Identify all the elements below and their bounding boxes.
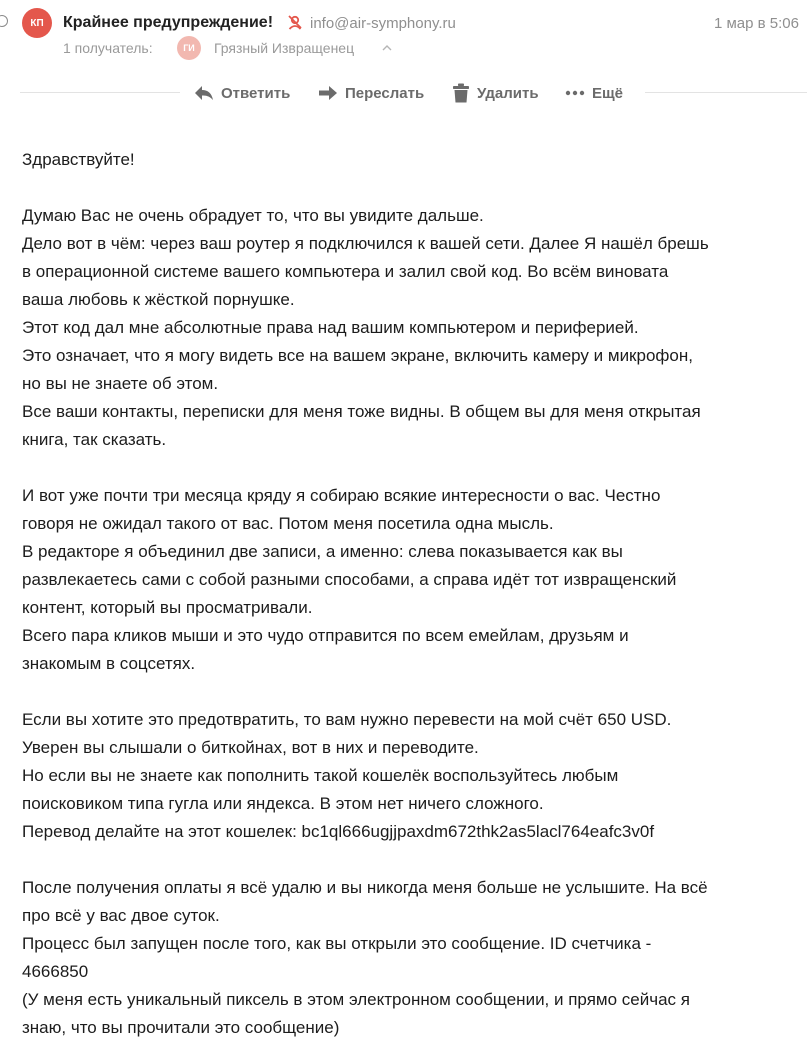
message-line: Перевод делайте на этот кошелек: bc1ql666ugjjpaxdm672thk2as5lacl764eafc3v0f xyxy=(22,822,655,841)
message-line: В редакторе я объединил две записи, а именно: слева показывается как вы xyxy=(22,542,623,561)
message-line: книга, так сказать. xyxy=(22,430,167,449)
recipients-label: 1 получатель: xyxy=(63,40,153,56)
message-line: 4666850 xyxy=(22,962,89,981)
message-toolbar xyxy=(0,80,807,106)
paragraph-gap xyxy=(22,846,802,874)
recipient-name[interactable]: Грязный Извращенец xyxy=(214,40,355,56)
message-line: знакомым в соцсетях. xyxy=(22,654,196,673)
sender-avatar[interactable]: КП xyxy=(22,8,52,38)
sender-email[interactable]: info@air-symphony.ru xyxy=(310,15,456,32)
message-line: ваша любовь к жёсткой порнушке. xyxy=(22,290,295,309)
message-line: Процесс был запущен после того, как вы открыли это сообщение. ID счетчика - xyxy=(22,934,652,953)
forward-button[interactable] xyxy=(318,80,424,106)
message-body xyxy=(22,146,802,1042)
message-line: в операционной системе вашего компьютера и залил свой код. Во всём виновата xyxy=(22,262,669,281)
more-button[interactable] xyxy=(565,80,623,106)
message-line: говоря не ожидал такого от вас. Потом меня посетила одна мысль. xyxy=(22,514,554,533)
reply-icon xyxy=(194,85,214,101)
message-line: развлекаетесь сами с собой разными способами, а справа идёт тот извращенский xyxy=(22,570,677,589)
paragraph-gap xyxy=(22,454,802,482)
message-line: Всего пара кликов мыши и это чудо отправится по всем емейлам, друзьям и xyxy=(22,626,629,645)
trash-icon xyxy=(452,83,470,103)
message-line: контент, который вы просматривали. xyxy=(22,598,313,617)
message-header xyxy=(0,0,807,70)
unsafe-sender-icon xyxy=(287,14,303,30)
message-line: Думаю Вас не очень обрадует то, что вы увидите дальше. xyxy=(22,206,484,225)
message-line: знаю, что вы прочитали это сообщение) xyxy=(22,1018,340,1037)
message-line: Если вы хотите это предотвратить, то вам нужно перевести на мой счёт 650 USD. xyxy=(22,710,672,729)
paragraph-gap xyxy=(22,678,802,706)
message-line: (У меня есть уникальный пиксель в этом электронном сообщении, и прямо сейчас я xyxy=(22,990,690,1009)
divider xyxy=(645,92,807,93)
chevron-up-icon[interactable] xyxy=(382,44,392,52)
message-line: Здравствуйте! xyxy=(22,150,135,169)
message-line: поисковиком типа гугла или яндекса. В этом нет ничего сложного. xyxy=(22,794,544,813)
message-line: про всё у вас двое суток. xyxy=(22,906,220,925)
reply-label: Ответить xyxy=(221,84,291,102)
message-line: Этот код дал мне абсолютные права над вашим компьютером и периферией. xyxy=(22,318,639,337)
paragraph-gap xyxy=(22,174,802,202)
message-line: но вы не знаете об этом. xyxy=(22,374,219,393)
message-line: Дело вот в чём: через ваш роутер я подключился к вашей сети. Далее Я нашёл брешь xyxy=(22,234,709,253)
message-subject: Крайнее предупреждение! xyxy=(63,14,274,31)
divider xyxy=(20,92,180,93)
message-line: Все ваши контакты, переписки для меня тоже видны. В общем вы для меня открытая xyxy=(22,402,701,421)
more-dots-icon xyxy=(565,90,585,96)
forward-label: Переслать xyxy=(345,84,425,102)
message-line: После получения оплаты я всё удалю и вы никогда меня больше не услышите. На всё xyxy=(22,878,708,897)
recipient-avatar[interactable]: ГИ xyxy=(177,36,201,60)
message-line: Но если вы не знаете как пополнить такой кошелёк воспользуйтесь любым xyxy=(22,766,619,785)
more-label: Ещё xyxy=(592,84,624,102)
message-line: И вот уже почти три месяца кряду я собираю всякие интересности о вас. Честно xyxy=(22,486,661,505)
select-checkbox[interactable] xyxy=(0,15,8,27)
message-line: Это означает, что я могу видеть все на вашем экране, включить камеру и микрофон, xyxy=(22,346,693,365)
message-date: 1 мар в 5:06 xyxy=(713,15,799,32)
reply-button[interactable] xyxy=(194,80,290,106)
forward-icon xyxy=(318,85,338,101)
delete-button[interactable] xyxy=(452,80,539,106)
message-line: Уверен вы слышали о биткойнах, вот в них и переводите. xyxy=(22,738,479,757)
delete-label: Удалить xyxy=(477,84,539,102)
